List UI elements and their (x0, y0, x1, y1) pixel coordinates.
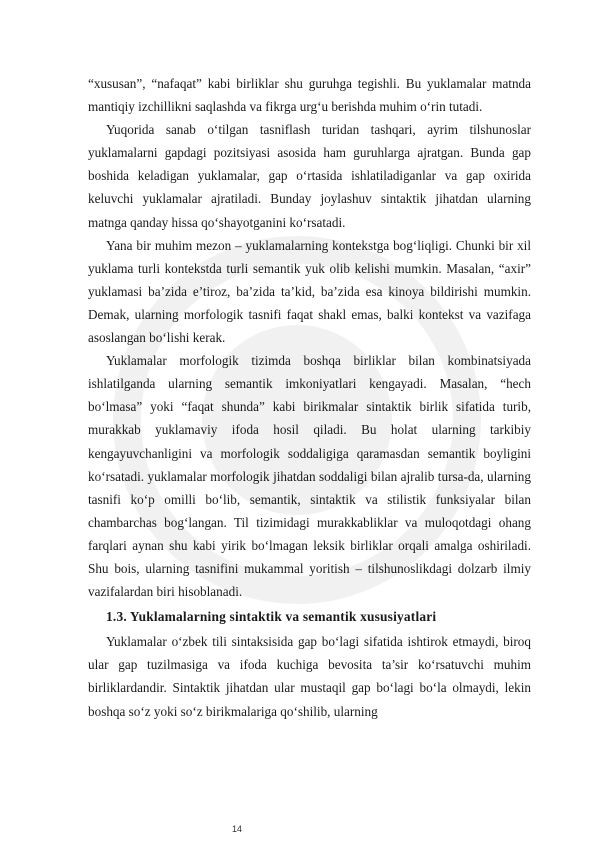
document-body (88, 72, 531, 723)
page-number: 14 (232, 824, 243, 834)
section-heading: 1.3. Yuklamalarning sintaktik va semantik xususiyatlari (106, 609, 437, 625)
paragraph-4: Yuklamalar morfologik tizimda boshqa birliklar bilan kombinatsiyada ishlatilganda ularning semantik imkoniyatlari kengayadi. Masalan, “hech bo‘lmasa” yoki “faqat shunda” kabi birikmalar sintaktik birlik sifatida turib, murakkab yuklamaviy ifoda hosil qiladi. Bu holat ularning tarkibiy kengayuvchanligini va morfologik soddaligiga qaramasdan semantik boyligini ko‘rsatadi. yuklamalar morfologik jihatdan soddaligi bilan ajralib tursa-da, ularning tasnifi ko‘p omilli bo‘lib, semantik, sintaktik va stilistik funksiyalar bilan chambarchas bog‘langan. Til tizimidagi murakkabliklar va muloqotdagi ohang farqlari aynan shu kabi yirik bo‘lmagan leksik birliklar orqali amalga oshiriladi. Shu bois, ularning tasnifini mukammal yoritish – tilshunoslikdagi dolzarb ilmiy vazifalardan biri hisoblanadi. (88, 353, 531, 600)
paragraph-1: “xususan”, “nafaqat” kabi birliklar shu guruhga tegishli. Bu yuklamalar matnda mantiqiy izchillikni saqlashda va fikrga urg‘u berishda muhim o‘rin tutadi. (88, 76, 531, 115)
paragraph-3: Yana bir muhim mezon – yuklamalarning kontekstga bog‘liqligi. Chunki bir xil yuklama turli kontekstda turli semantik yuk olib kelishi mumkin. Masalan, “axir” yuklamasi ba’zida e’tiroz, ba’zida ta’kid, ba’zida esa kinoya bildirishi mumkin. Demak, ularning morfologik tasnifi faqat shakl emas, balki kontekst va vazifaga asoslangan bo‘lishi kerak. (88, 237, 531, 346)
paragraph-2: Yuqorida sanab o‘tilgan tasniflash turidan tashqari, ayrim tilshunoslar yuklamalarni gapdagi pozitsiyasi asosida ham guruhlarga ajratgan. Bunda gap boshida keladigan yuklamalar, gap o‘rtasida ishlatiladiganlar va gap oxirida keluvchi yuklamalar ajratiladi. Bunday joylashuv sintaktik jihatdan ularning matnga qanday hissa qo‘shayotganini ko‘rsatadi. (88, 122, 531, 230)
paragraph-5: Yuklamalar o‘zbek tili sintaksisida gap bo‘lagi sifatida ishtirok etmaydi, biroq ular gap tuzilmasiga va ifoda kuchiga bevosita ta’sir ko‘rsatuvchi muhim birliklardandir. Sintaktik jihatdan ular mustaqil gap bo‘lagi bo‘la olmaydi, lekin boshqa so‘z yoki so‘z birikmalariga qo‘shilib, ularning (88, 634, 531, 719)
